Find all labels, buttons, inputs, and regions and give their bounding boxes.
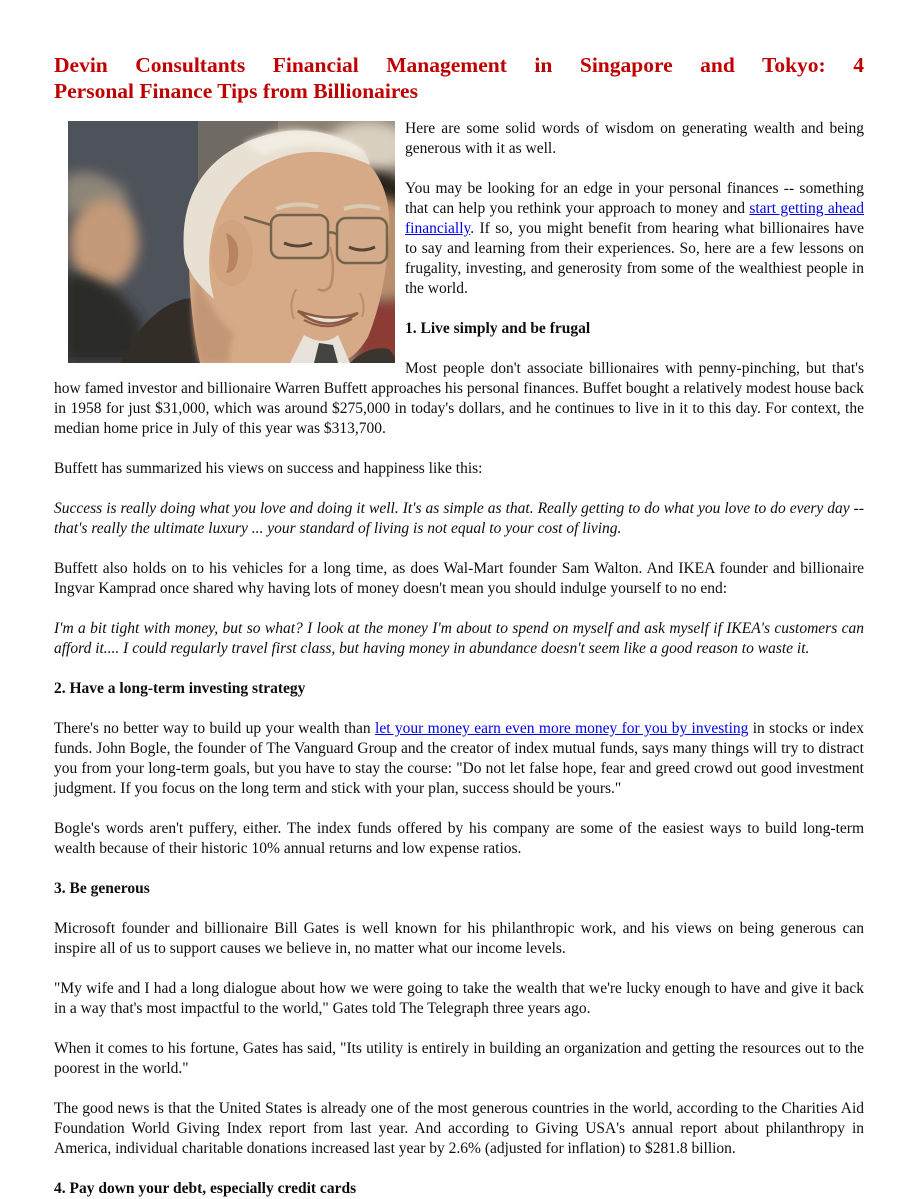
text-run: There's no better way to build up your wealth than [54,720,376,737]
section2-paragraph-1 [54,719,864,799]
article-body [54,119,864,1199]
section1-paragraph-2: Buffett has summarized his views on success and happiness like this: [54,460,483,477]
section3-paragraph-3: When it comes to his fortune, Gates has said, "Its utility is entirely in building an organization and getting the resources out to the poorest in the world." [54,1040,864,1077]
warren-buffett-photo [68,121,395,363]
section3-paragraph-1: Microsoft founder and billionaire Bill Gates is well known for his philanthropic work, and his views on being generous can inspire all of us to support causes we believe in, no matter what our income levels. [54,920,864,957]
page-title-line-1: Devin Consultants Financial Management in Singapore and Tokyo: 4 [54,53,864,77]
section3-paragraph-4: The good news is that the United States is already one of the most generous countries in the world, according to the Charities Aid Foundation World Giving Index report from last year. And according to Giving USA's annual report about philanthropy in America, individual charitable donations increased last year by 2.6% (adjusted for inflation) to $281.8 billion. [54,1100,864,1157]
link-start-getting-ahead-financially[interactable]: start getting ahead financially [405,200,864,237]
page-title [54,52,864,104]
kamprad-quote: I'm a bit tight with money, but so what? I look at the money I'm about to spend on myself and ask myself if IKEA's customers can afford it.... I could regularly travel first class, but having money in abundance doesn't seem like a good reason to waste it. [54,620,864,657]
section2-heading: 2. Have a long-term investing strategy [54,680,306,697]
portrait-illustration [68,121,395,363]
buffett-quote: Success is really doing what you love and doing it well. It's as simple as that. Really getting to do what you love to do every day -- that's really the ultimate luxury ... your standard of living is not equal to your cost of living. [54,500,864,537]
section1-paragraph-1: Most people don't associate billionaires with penny-pinching, but that's how famed investor and billionaire Warren Buffett approaches his personal finances. Buffet bought a relatively modest house back in 1958 for just $31,000, which was around $275,000 in today's dollars, and he continues to live in it to this day. For context, the median home price in July of this year was $313,700. [54,360,864,437]
section1-paragraph-3: Buffett also holds on to his vehicles for a long time, as does Wal-Mart founder Sam Walton. And IKEA founder and billionaire Ingvar Kamprad once shared why having lots of money doesn't mean you should indulge yourself to no end: [54,560,864,597]
section4-heading: 4. Pay down your debt, especially credit cards [54,1180,357,1197]
section3-heading: 3. Be generous [54,880,150,897]
text-run: . If so, you might benefit from hearing what billionaires have to say and learning from their experiences. So, here are a few lessons on frugality, investing, and generosity from some of the wealthiest people in the world. [405,220,864,297]
intro-paragraph-1: Here are some solid words of wisdom on generating wealth and being generous with it as well. [405,120,864,157]
section2-paragraph-2: Bogle's words aren't puffery, either. The index funds offered by his company are some of the easiest ways to build long-term wealth because of their historic 10% annual returns and low expense ratios. [54,820,864,857]
text-run: in stocks or index funds. John Bogle, the founder of The Vanguard Group and the creator of index mutual funds, says many things will try to distract you from your long-term goals, but you have to stay the course: "Do not let false hope, fear and greed crowd out good investment judgment. If you focus on the long term and stick with your plan, success should be yours." [54,720,864,797]
text-run: You may be looking for an edge in your personal finances -- something that can help you rethink your approach to money and [405,180,864,217]
section1-heading: 1. Live simply and be frugal [405,320,591,337]
link-money-earn-more-by-investing[interactable]: let your money earn even more money for you by investing [375,720,749,737]
page-title-line-2: Personal Finance Tips from Billionaires [54,79,418,103]
section3-paragraph-2: "My wife and I had a long dialogue about how we were going to take the wealth that we're lucky enough to have and give it back in a way that's most impactful to the world," Gates told The Telegraph three years ago. [54,980,864,1017]
